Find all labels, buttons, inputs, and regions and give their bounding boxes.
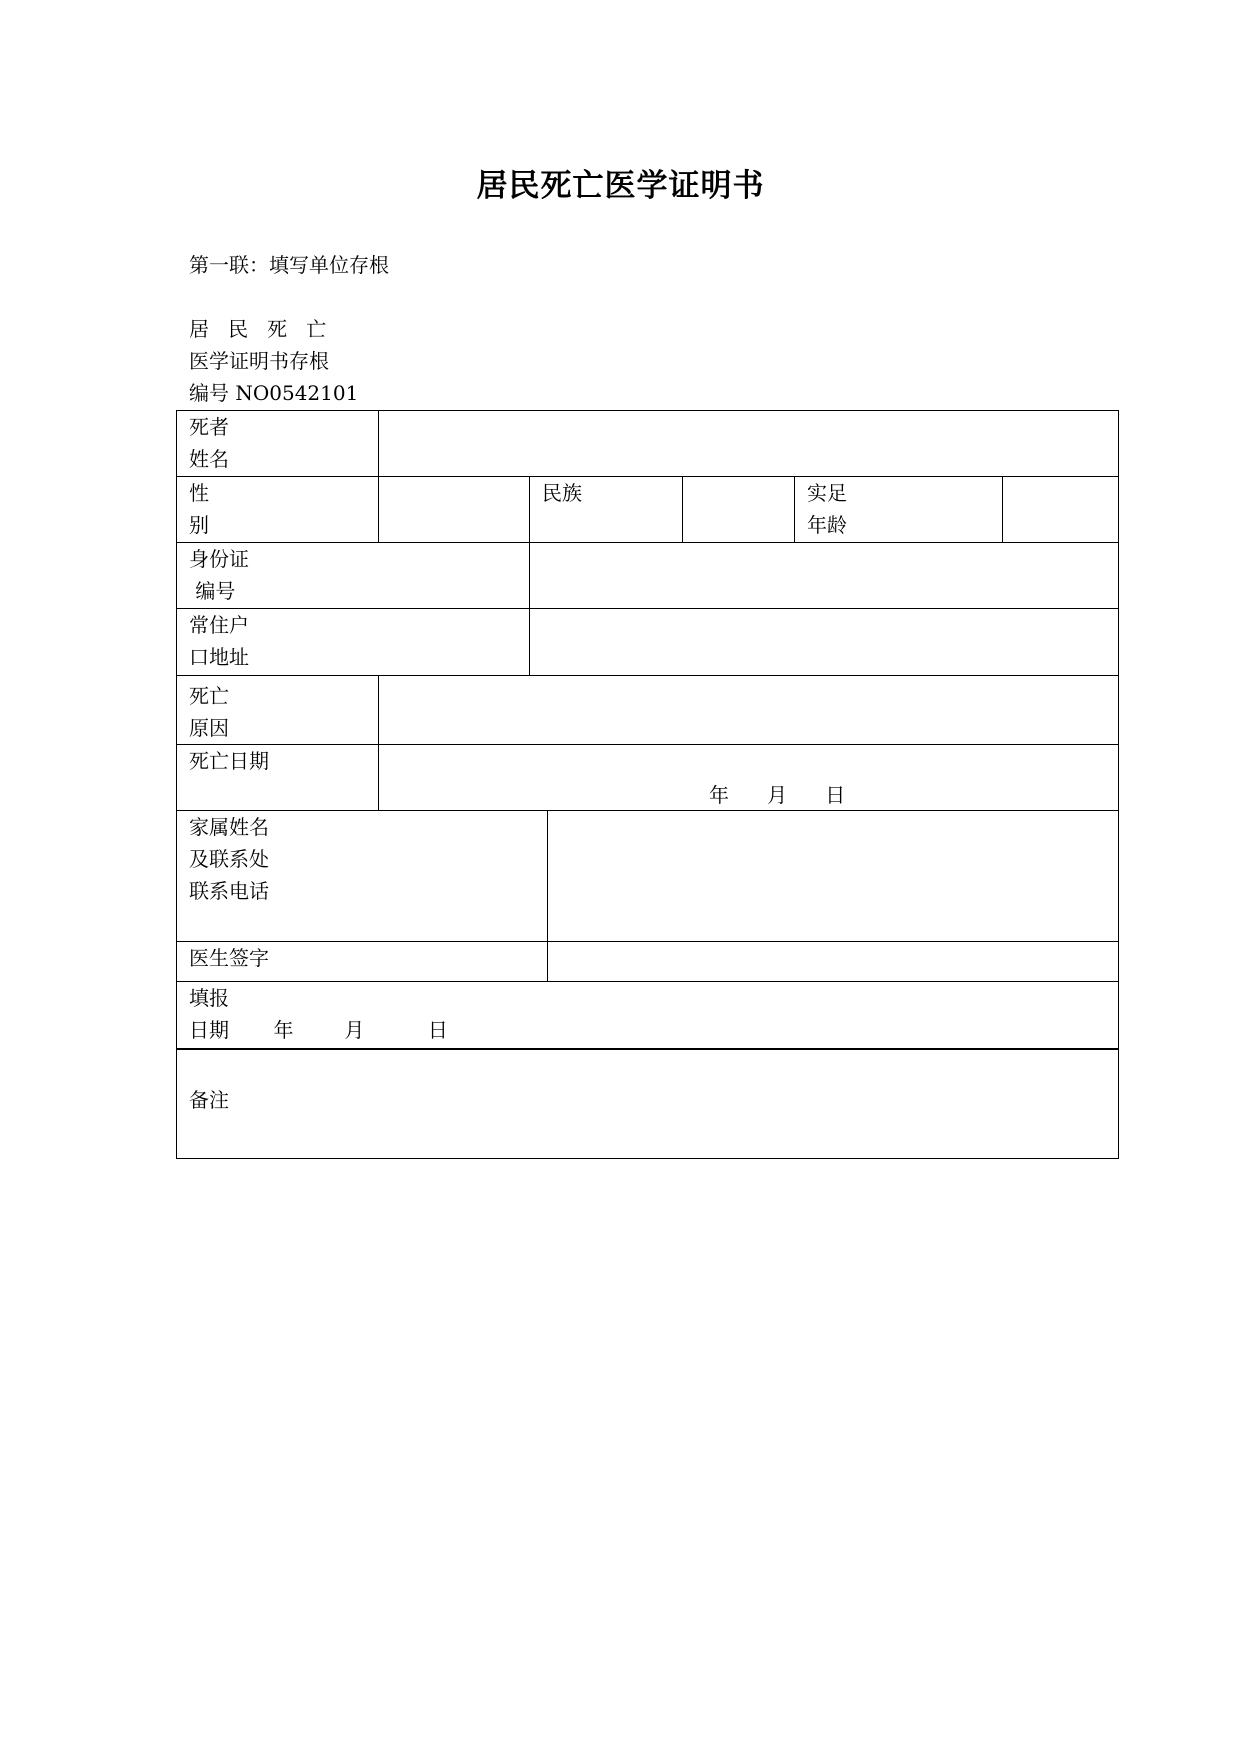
fill-date-line: 日期 年 月 日 (189, 1018, 448, 1042)
deceased-name-field[interactable] (379, 411, 1119, 477)
family-contact-label: 家属姓名 及联系处 联系电话 (177, 811, 548, 942)
death-cause-field[interactable] (379, 676, 1119, 745)
fill-date-row[interactable] (177, 982, 1119, 1049)
death-cause-label: 死亡 原因 (177, 676, 379, 745)
remarks-row[interactable] (177, 1049, 1119, 1159)
copy-subtitle: 第一联：填写单位存根 (189, 253, 389, 277)
stub-title-line2: 医学证明书存根 (189, 349, 329, 373)
page-title: 居民死亡医学证明书 (476, 168, 765, 204)
ethnicity-label: 民族 (530, 477, 683, 543)
actual-age-label: 实足 年龄 (795, 477, 1003, 543)
remarks-label: 备注 (189, 1087, 229, 1112)
id-number-field[interactable] (530, 543, 1119, 609)
doctor-signature-field[interactable] (548, 942, 1119, 982)
fill-date-label: 填报 (189, 986, 229, 1010)
death-date-format: 年 月 日 (709, 783, 846, 807)
deceased-name-label: 死者 姓名 (177, 411, 379, 477)
doctor-signature-label: 医生签字 (177, 942, 548, 982)
death-date-field[interactable] (379, 745, 1119, 811)
death-date-label: 死亡日期 (177, 745, 379, 811)
stub-title-line1: 居 民 死 亡 (189, 317, 327, 341)
actual-age-field[interactable] (1003, 477, 1119, 543)
stub-number (189, 377, 358, 409)
ethnicity-field[interactable] (683, 477, 795, 543)
family-contact-field[interactable] (548, 811, 1119, 942)
stub-number-value: NO0542101 (235, 381, 359, 405)
gender-label: 性 别 (177, 477, 379, 543)
address-field[interactable] (530, 609, 1119, 676)
stub-number-label: 编号 (189, 381, 229, 405)
id-number-label: 身份证 编号 (177, 543, 530, 609)
death-certificate-form (176, 410, 1119, 1159)
gender-field[interactable] (379, 477, 530, 543)
address-label: 常住户 口地址 (177, 609, 530, 676)
